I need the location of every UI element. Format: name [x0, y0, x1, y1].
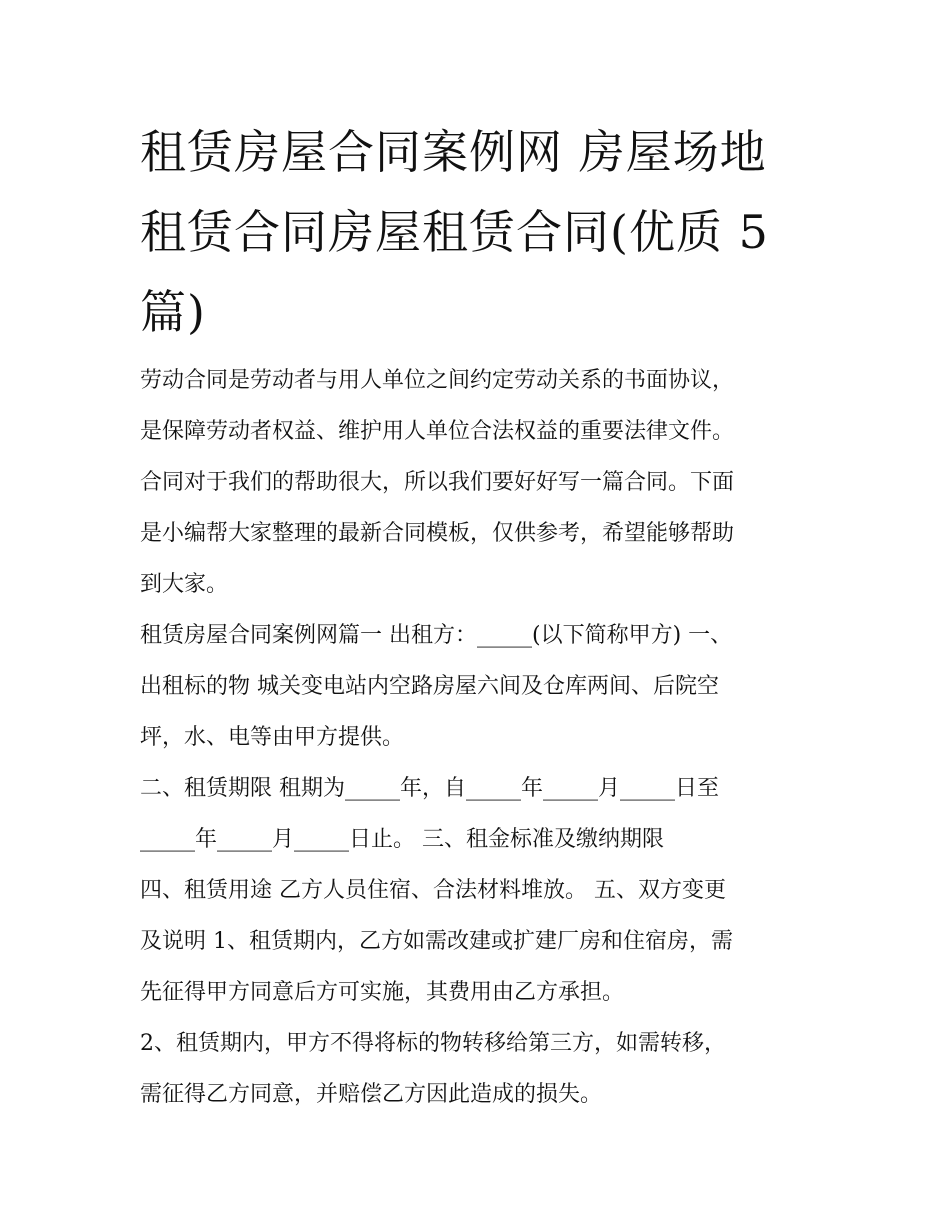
text-line: 是保障劳动者权益、维护用人单位合法权益的重要法律文件。: [140, 419, 735, 444]
text-line: 二、租赁期限 租期为_____年，自_____年_____月_____日至: [140, 776, 719, 801]
title-line: 租赁房屋合同案例网 房屋场地: [140, 125, 767, 179]
text-line: 先征得甲方同意后方可实施，其费用由乙方承担。: [140, 980, 625, 1005]
text-line: 四、租赁用途 乙方人员住宿、合法材料堆放。 五、双方变更: [140, 878, 726, 903]
text-line: 租赁房屋合同案例网篇一 出租方：_____(以下简称甲方) 一、: [140, 623, 733, 648]
document-title: [140, 112, 820, 352]
paragraph-lease-term: [140, 763, 820, 865]
text-line: 2、租赁期内，甲方不得将标的物转移给第三方，如需转移，: [140, 1031, 726, 1056]
title-line: 篇): [140, 285, 206, 339]
text-line: 及说明 1、租赁期内，乙方如需改建或扩建厂房和住宿房，需: [140, 929, 733, 954]
paragraph-lessor: [140, 610, 820, 763]
text-line: 坪，水、电等由甲方提供。: [140, 725, 405, 750]
paragraph-intro: [140, 355, 820, 610]
text-line: 合同对于我们的帮助很大，所以我们要好好写一篇合同。下面: [140, 470, 735, 495]
paragraph-transfer: [140, 1018, 820, 1120]
text-line: 需征得乙方同意，并赔偿乙方因此造成的损失。: [140, 1082, 603, 1107]
title-line: 租赁合同房屋租赁合同(优质 5: [140, 205, 769, 259]
document-body: [140, 355, 820, 1120]
text-line: 到大家。: [140, 572, 229, 597]
text-line: _____年_____月_____日止。 三、租金标准及缴纳期限: [140, 827, 664, 852]
text-line: 出租标的物 城关变电站内空路房屋六间及仓库两间、后院空: [140, 674, 719, 699]
paragraph-lease-use: [140, 865, 820, 1018]
text-line: 是小编帮大家整理的最新合同模板，仅供参考，希望能够帮助: [140, 521, 735, 546]
text-line: 劳动合同是劳动者与用人单位之间约定劳动关系的书面协议，: [140, 368, 735, 393]
